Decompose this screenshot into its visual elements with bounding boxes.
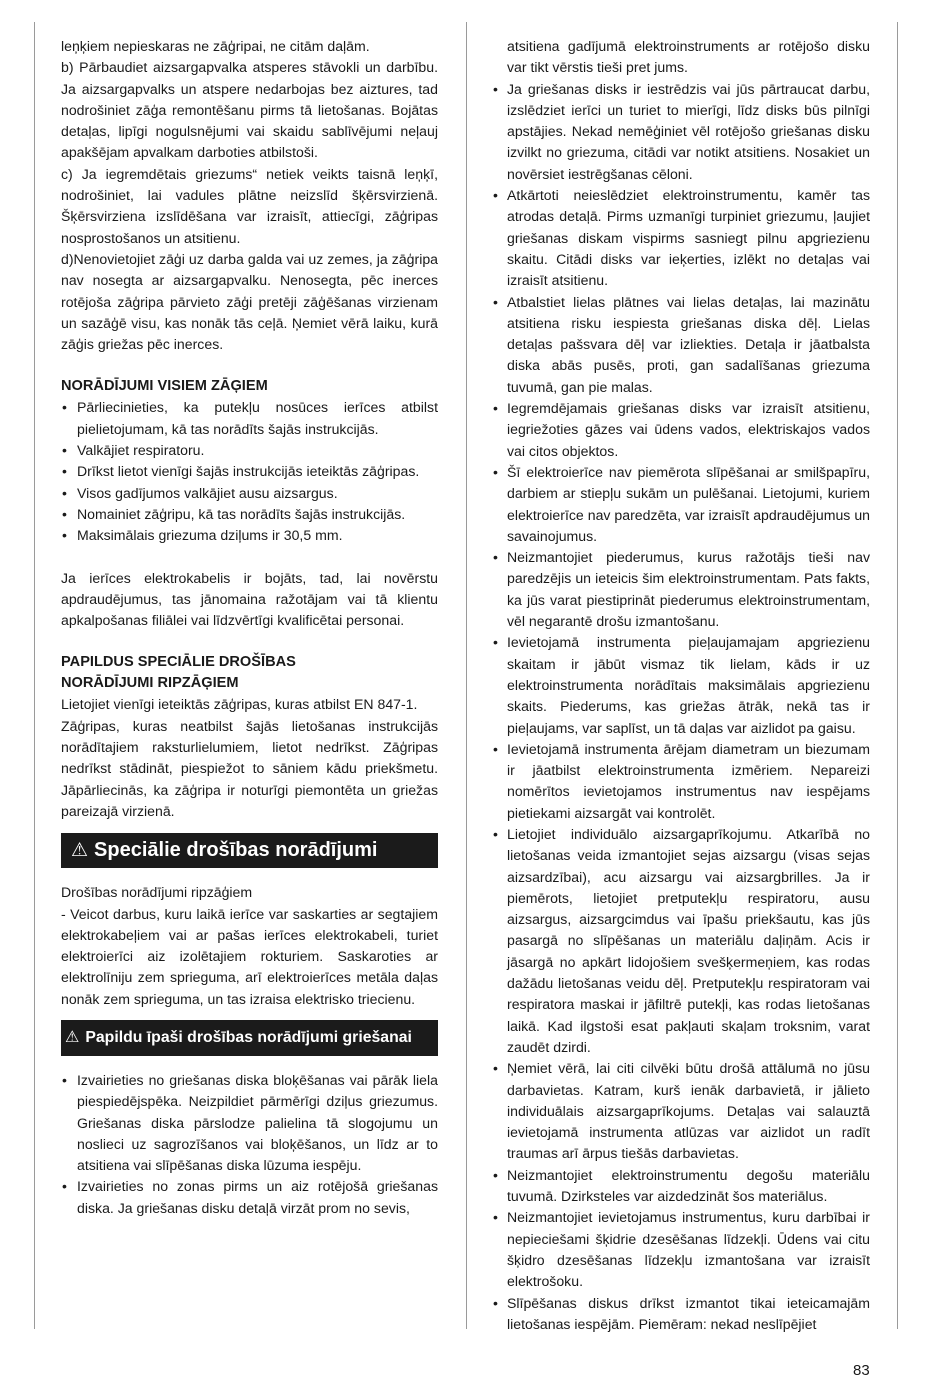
intro-paragraph: d)Nenovietojiet zāģi uz darba galda vai uz zemes, ja zāģripa nav nosegta ar aizsargapvalku. Nenosegta, pēc inerces rotējoša zāģripa pārvieto zāģi pretēji zāģēšanas virzienam un sazāģē visu, kas nonāk tās ceļā. Ņemiet vērā laiku, kurā zāģis griežas pēc inerces. [61, 250, 438, 353]
special-safety-banner [61, 833, 438, 868]
left-column [61, 36, 438, 1219]
cutting-safety-list [61, 1070, 438, 1219]
list-item: • Neizmantojiet elektroinstrumentu degošu materiālu tuvumā. Dzirksteles var aizdedzināt šos materiālus. [492, 1165, 870, 1208]
warning-icon: ⚠ [65, 1029, 80, 1047]
right-column [492, 36, 870, 1335]
list-item: • Valkājiet respiratoru. [61, 440, 438, 461]
heading-all-saws: NORĀDĪJUMI VISIEM ZĀĢIEM [61, 378, 268, 395]
blade-requirements-paragraph: Zāģripas, kuras neatbilst šajās lietošanas instrukcijās norādītajiem raksturlielumiem, lietot nedrīkst. Zāģripas nedrīkst stādināt, piespiežot to sāniem kādu priekšmetu. Jāpārliecinās, ka zāģripa ir noturīgi piemontēta un griežas pareizajā virzienā. [61, 717, 438, 819]
right-safety-list [492, 79, 870, 1336]
heading-circular-saws-line2: NORĀDĪJUMI RIPZĀĢIEM [61, 675, 239, 692]
intro-paragraph: leņķiem nepieskaras ne zāģripai, ne citām daļām. [61, 38, 370, 54]
list-item: • Atkārtoti neieslēdziet elektroinstrumentu, kamēr tas atrodas detaļā. Pirms uzmanīgi turpiniet griezumu, ļaujiet griešanas diskam vispirms sasniegt pilnu apgriezienu skaitu. Citādi disks var ieķerties, izlēkt no detaļas vai izraisīt atsitienu. [492, 185, 870, 291]
list-item: • Slīpēšanas diskus drīkst izmantot tikai ieteicamajām lietošanas iespējām. Piemēram: nekad neslīpējiet [492, 1293, 870, 1336]
blade-standard-paragraph: Lietojiet vienīgi ieteiktās zāģripas, kuras atbilst EN 847-1. [61, 696, 418, 713]
list-item: • Visos gadījumos valkājiet ausu aizsargus. [61, 483, 438, 504]
banner-title: Speciālie drošības norādījumi [94, 839, 378, 862]
page-number: 83 [853, 1362, 870, 1379]
list-item: • Iegremdējamais griešanas disks var izraisīt atsitienu, iegriežoties gāzes vai ūdens vados, elektriskajos vados vai citos objektos. [492, 398, 870, 462]
list-item: • Maksimālais griezuma dziļums ir 30,5 mm. [61, 525, 438, 546]
cable-contact-paragraph: - Veicot darbus, kuru laikā ierīce var saskarties ar segtajiem elektrokabeļiem vai ar pašas ierīces elektrokabeli, turiet elektroierīci aiz izolētajiem rokturiem. Saskaroties ar elektrolīniju zem sprieguma, arī elektroierīces metāla daļas nonāk zem sprieguma, un tas izraisa elektrisko triecienu. [61, 905, 438, 1007]
right-column-rule [897, 22, 898, 1329]
intro-paragraph: c) Ja iegremdētais griezums“ netiek veikts taisnā leņķī, nodrošiniet, lai vadules plātne neizslīd šķērsvirzienā. Šķērsvirziena izslīdēšana var izraisīt, attiecīgi, zāģripas nosprostošanos un atsitienu. [61, 165, 438, 246]
list-item: • Neizmantojiet piederumus, kurus ražotājs tieši nav paredzējis un ieteicis šim elektroinstrumentam. Pats fakts, ka jūs varat piestiprināt piederumus elektroinstrumentam, vēl negarantē drošu izmantošanu. [492, 547, 870, 632]
intro-paragraph: b) Pārbaudiet aizsargapvalka atsperes stāvokli un darbību. Ja aizsargapvalks un atspere nedarbojas bez aiztures, tad nodrošiniet zāģa remontēšanu pirms tā lietošanas. Bojātas detaļas, lipīgi nogulsnējumi vai skaidu sablīvējumi neļauj apakšējam apvalkam darboties atbilstoši. [61, 59, 438, 161]
center-column-rule [466, 22, 467, 1329]
cable-paragraph: Ja ierīces elektrokabelis ir bojāts, tad, lai novērstu apdraudējumus, tas jānomaina ražotājam vai tā klientu apkalpošanas filiālei vai līdzvērtīgi kvalificētai personai. [61, 569, 438, 629]
warning-icon: ⚠ [71, 840, 89, 862]
list-item: • Izvairieties no griešanas diska bloķēšanas vai pārāk liela piespiedējspēka. Neizpildiet pārmērīgi dziļus griezumus. Griešanas diska pārslodze palielina tā slogojumu un noslieci uz sagrozīšanos vai bloķēšanos, un līdz ar to atsitiena vai slīpēšanas diska lūzuma iespēju. [61, 1070, 438, 1176]
heading-circular-saws-line1: PAPILDUS SPECIĀLIE DROŠĪBAS [61, 654, 296, 671]
list-item: • Šī elektroierīce nav piemērota slīpēšanai ar smilšpapīru, darbiem ar stiepļu sukām un pulēšanai. Lietojumi, kuriem elektroierīce nav paredzēta, var izraisīt apdraudējumus un savainojumus. [492, 462, 870, 547]
continuation-paragraph: atsitiena gadījumā elektroinstruments ar rotējošo disku var tikt vērstis tieši pret jums. [507, 38, 870, 76]
list-item: • Lietojiet individuālo aizsargaprīkojumu. Atkarībā no lietošanas veida izmantojiet sejas aizsargu (visas sejas aizsardzībai), acu aizsargu vai aizsargbrilles. Ja ir piemērots, lietojiet pretputekļu respiratoru, ausu aizsargus, aizsargcimdus vai īpašu priekšautu, kas jūs pasargā no slīpēšanas un materiālu daļiņām. Acis ir jāsargā no apkārt lidojošiem svešķermeņiem, kas rodas dažādu lietošanas veidu dēļ. Pretputekļu respiratoram vai respiratora maskai ir jāfiltrē putekļi, kas rodas lietošanas laikā. Kad ilgstoši esat pakļauti skaļam troksnim, varat zaudēt dzirdi. [492, 824, 870, 1058]
banner-title: Papildu īpaši drošības norādījumi griešanai [85, 1029, 412, 1047]
list-item: • Ievietojamā instrumenta pieļaujamajam apgriezienu skaitam ir jābūt vismaz tik lielam, kāds ir uz elektroinstrumenta norādītais maksimālais apgriezienu skaits. Piederums, kas griežas ātrāk, nekā tas ir pieļaujams, var saplīst, un tā daļas var aizlidot pa gaisu. [492, 632, 870, 738]
list-item: • Izvairieties no zonas pirms un aiz rotējošā griešanas diska. Ja griešanas disku detaļā virzāt prom no sevis, [61, 1176, 438, 1219]
cutting-safety-banner [61, 1020, 438, 1056]
list-item: • Ievietojamā instrumenta ārējam diametram un biezumam ir jāatbilst elektroinstrumenta izmēriem. Nepareizi nomērītos ievietojamos instrumentus nav iespējams pietiekami aizsargāt vai kontrolēt. [492, 739, 870, 824]
circular-saw-safety-title: Drošības norādījumi ripzāģiem [61, 884, 253, 901]
list-item: • Ja griešanas disks ir iestrēdzis vai jūs pārtraucat darbu, izslēdziet ierīci un turiet to mierīgi, līdz disks būs pilnīgi apstājies. Nekad nemēģiniet vēl rotējošo griešanas disku izvilkt no griezuma, citādi var notikt atsitiens. Nosakiet un novērsiet iestrēgšanas cēloni. [492, 79, 870, 185]
list-item: • Nomainiet zāģripu, kā tas norādīts šajās instrukcijās. [61, 504, 438, 525]
list-item: • Atbalstiet lielas plātnes vai lielas detaļas, lai mazinātu atsitiena risku iespiesta griešanas diska dēļ. Lielas detaļas pašsvara dēļ var izliekties. Detaļa ir jāatbalsta diska abās pusēs, proti, gan sadalīšanas griezuma tuvumā, gan pie malas. [492, 292, 870, 398]
list-item: • Neizmantojiet ievietojamus instrumentus, kuru darbībai ir nepieciešami šķidrie dzesēšanas līdzekļi. Ūdens vai citu šķidro dzesēšanas līdzekļu izmantošana var izraisīt elektrošoku. [492, 1207, 870, 1292]
all-saws-list [61, 397, 438, 546]
left-column-rule [34, 22, 35, 1329]
list-item: • Pārliecinieties, ka putekļu nosūces ierīces atbilst pielietojumam, kā tas norādīts šajās instrukcijās. [61, 397, 438, 440]
list-item: • Drīkst lietot vienīgi šajās instrukcijās ieteiktās zāģripas. [61, 461, 438, 482]
list-item: • Ņemiet vērā, lai citi cilvēki būtu drošā attālumā no jūsu darbavietas. Katram, kurš ienāk darbavietā, ir jālieto individuālais aizsargaprīkojums. Detaļas vai salauztā ievietojamā instrumenta atlūzas var aizlidot un radīt traumas arī ārpus tiešās darbavietas. [492, 1058, 870, 1164]
